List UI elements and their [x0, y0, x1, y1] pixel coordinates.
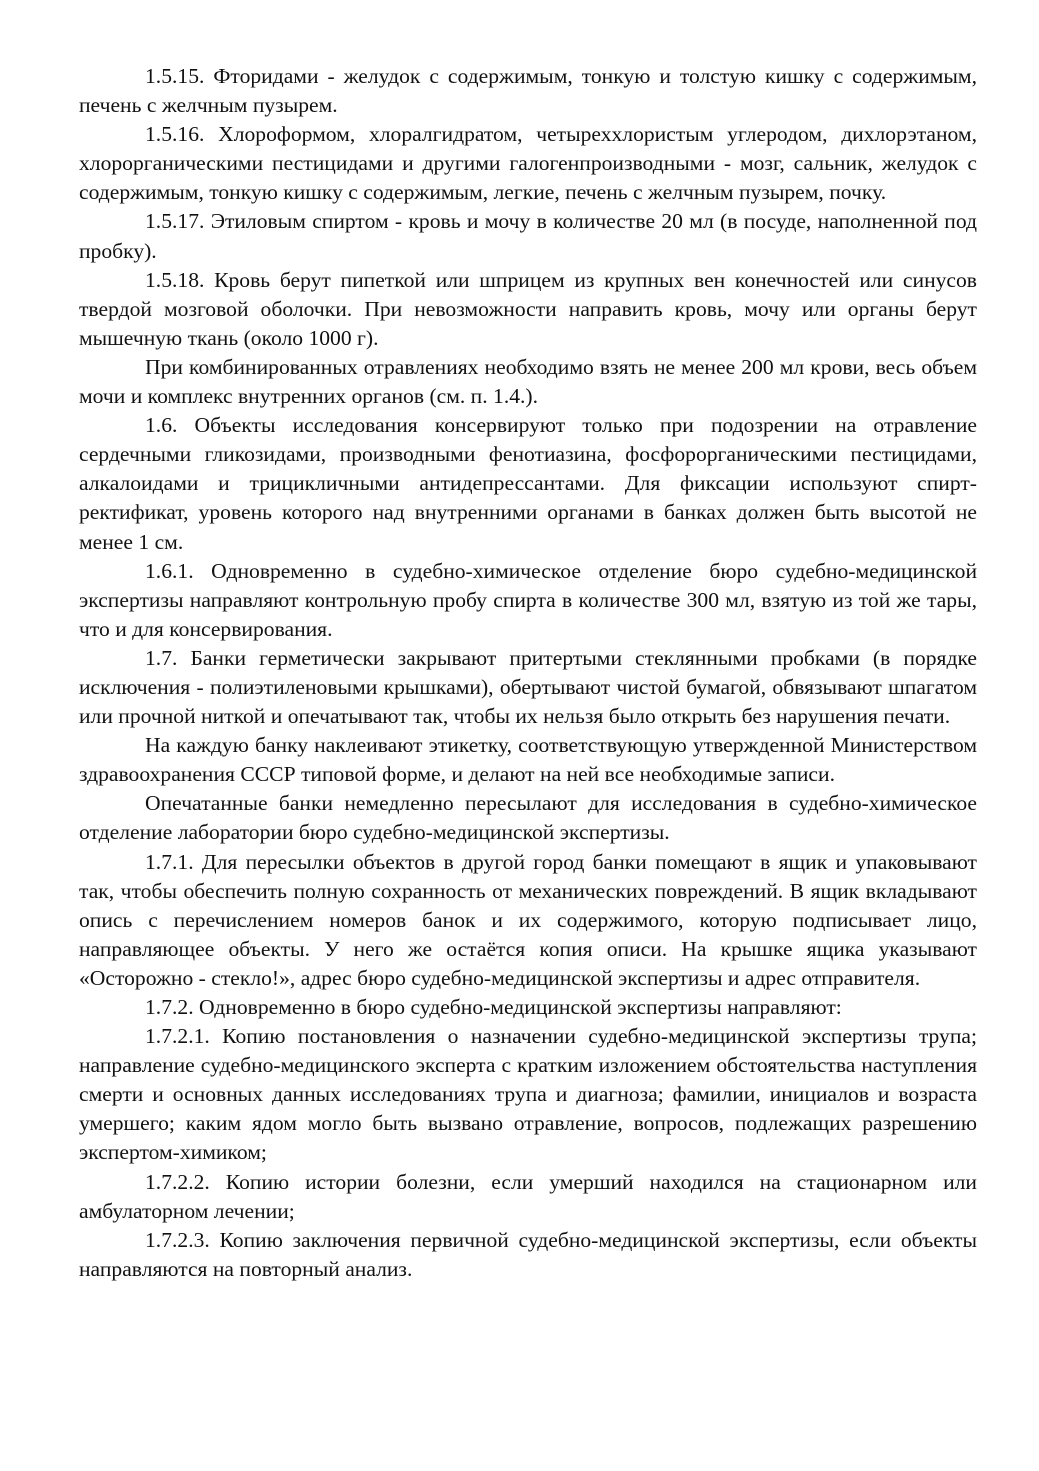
- paragraph-1-5-18: 1.5.18. Кровь берут пипеткой или шприцем из крупных вен конечностей или синусов твердой мозговой оболочки. При невозможности направить кровь, мочу или органы берут мышечную ткань (около 1000 г).: [79, 267, 977, 350]
- paragraph-1-5-16: 1.5.16. Хлороформом, хлоралгидратом, четыреххлористым углеродом, дихлорэтаном, хлорорганическими пестицидами и другими галогенпроизводными - мозг, сальник, желудок с содержимым, тонкую кишку с содержимым, легкие, печень с желчным пузырем, почку.: [79, 122, 977, 205]
- paragraph-1-7-1: 1.7.1. Для пересылки объектов в другой город банки помещают в ящик и упаковывают так, чтобы обеспечить полную сохранность от механических повреждений. В ящик вкладывают опись с перечислением номеров банок и их содержимого, которую подписывает лицо, направляющее объекты. У него же остаётся копия описи. На крышке ящика указывают «Осторожно - стекло!», адрес бюро судебно-медицинской экспертизы и адрес отправителя.: [79, 849, 977, 990]
- paragraph-1-6: 1.6. Объекты исследования консервируют только при подозрении на отравление сердечными гликозидами, производными фенотиазина, фосфорорганическими пестицидами, алкалоидами и трицикличными антидепрессантами. Для фиксации используют спирт-ректификат, уровень которого над внутренними органами в банках должен быть высотой не менее 1 см.: [79, 413, 977, 554]
- paragraph-1-7-2-2: 1.7.2.2. Копию истории болезни, если умерший находился на стационарном или амбулаторном лечении;: [79, 1169, 977, 1223]
- paragraph-1-7-2: 1.7.2. Одновременно в бюро судебно-медицинской экспертизы направляют:: [145, 995, 842, 1019]
- paragraph-sealed-jars: Опечатанные банки немедленно пересылают для исследования в судебно-химическое отделение лаборатории бюро судебно-медицинской экспертизы.: [79, 791, 977, 845]
- paragraph-1-7-2-3: 1.7.2.3. Копию заключения первичной судебно-медицинской экспертизы, если объекты направляются на повторный анализ.: [79, 1227, 977, 1281]
- paragraph-1-6-1: 1.6.1. Одновременно в судебно-химическое отделение бюро судебно-медицинской экспертизы направляют контрольную пробу спирта в количестве 300 мл, взятую из той же тары, что и для консервирования.: [79, 558, 977, 641]
- paragraph-1-7: 1.7. Банки герметически закрывают притертыми стеклянными пробками (в порядке исключения - полиэтиленовыми крышками), обертывают чистой бумагой, обвязывают шпагатом или прочной ниткой и опечатывают так, чтобы их нельзя было открыть без нарушения печати.: [79, 645, 977, 729]
- paragraph-labels: На каждую банку наклеивают этикетку, соответствующую утвержденной Министерством здравоохранения СССР типовой форме, и делают на ней все необходимые записи.: [79, 733, 977, 787]
- paragraph-1-7-2-1: 1.7.2.1. Копию постановления о назначении судебно-медицинской экспертизы трупа; направление судебно-медицинского эксперта с кратким изложением обстоятельства наступления смерти и основных данных исследованиях трупа и диагноза; фамилии, инициалов и возраста умершего; каким ядом могло быть вызвано отравление, вопросов, подлежащих разрешению экспертом-химиком;: [79, 1024, 977, 1165]
- paragraph-1-5-15: 1.5.15. Фторидами - желудок с содержимым, тонкую и толстую кишку с содержимым, печень с желчным пузырем.: [79, 64, 977, 118]
- document-page: [79, 62, 977, 1284]
- paragraph-combined-poisoning: При комбинированных отравлениях необходимо взять не менее 200 мл крови, весь объем мочи и комплекс внутренних органов (см. п. 1.4.).: [79, 354, 977, 409]
- paragraph-1-5-17: 1.5.17. Этиловым спиртом - кровь и мочу в количестве 20 мл (в посуде, наполненной под пробку).: [79, 209, 977, 263]
